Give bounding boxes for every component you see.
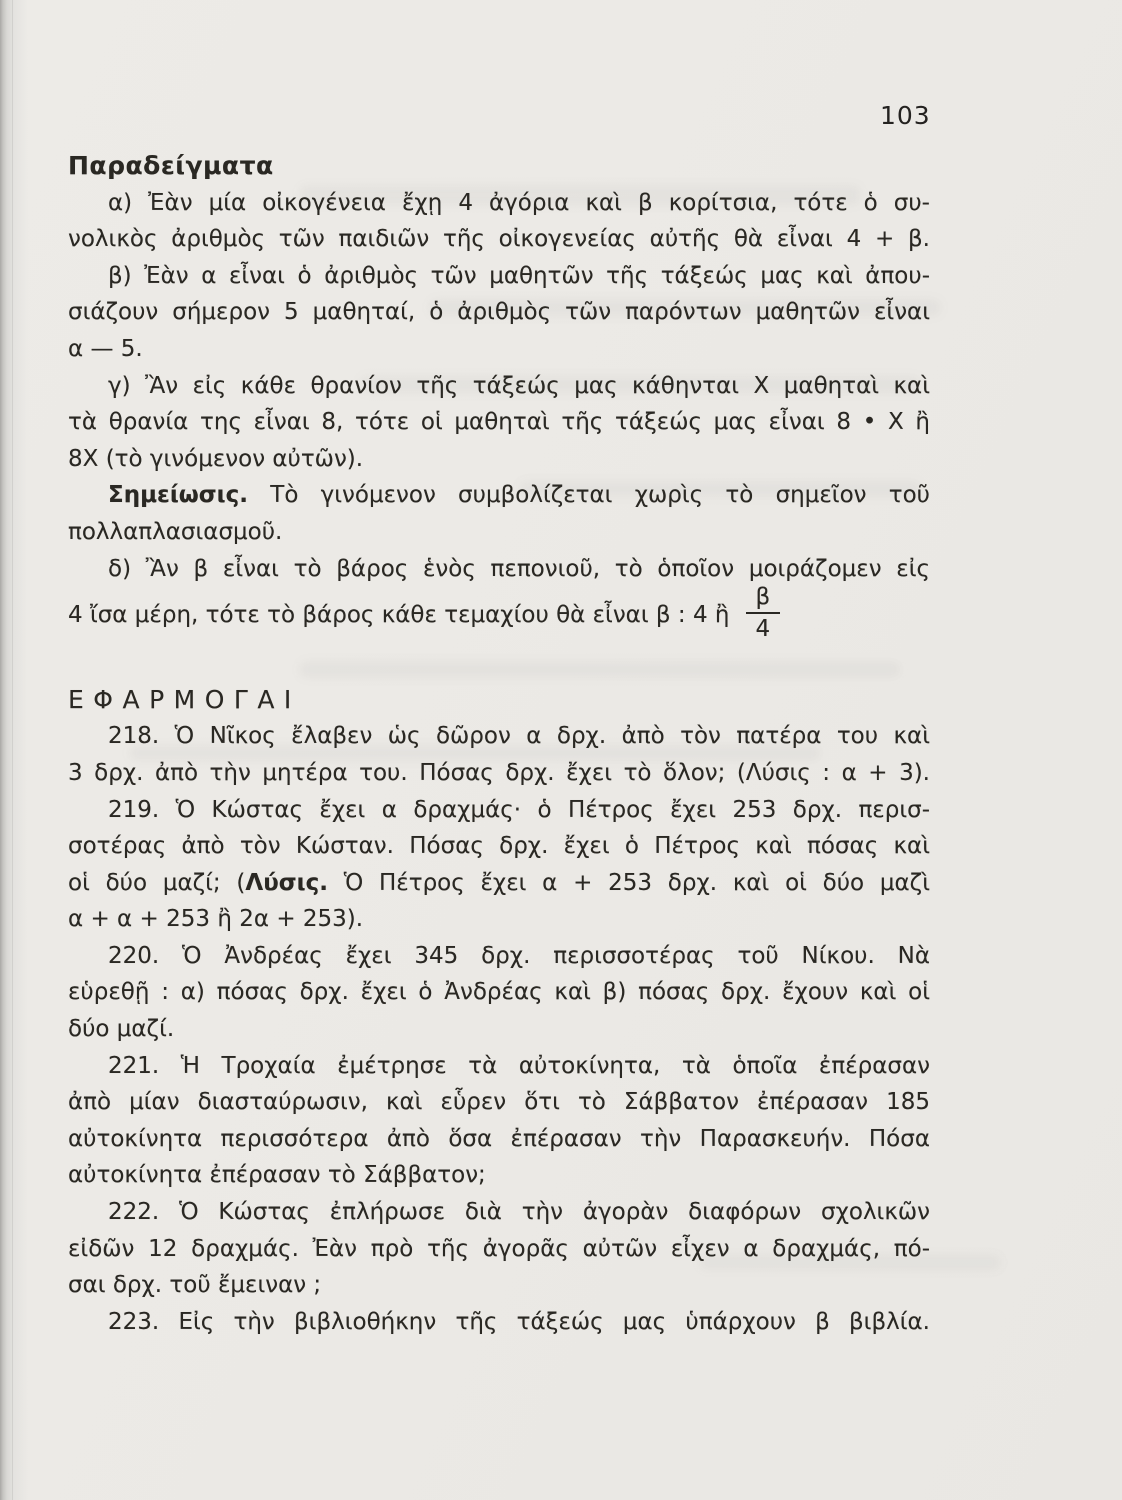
- text-line: [68, 477, 930, 514]
- note-text: Τὸ γινόμενον συμβολίζεται χωρὶς τὸ σημεῖον τοῦ: [248, 482, 930, 509]
- page-binding-line: [12, 0, 13, 1500]
- text-line: α) Ἐὰν μία οἰκογένεια ἔχῃ 4 ἀγόρια καὶ β κορίτσια, τότε ὁ συ-: [108, 189, 930, 216]
- note-paragraph: [68, 477, 930, 550]
- text-line: τὰ θρανία της εἶναι 8, τότε οἱ μαθηταὶ τῆς τάξεώς μας εἶναι 8 • Χ ἢ: [68, 409, 930, 436]
- fraction-numerator: β: [755, 584, 771, 611]
- text-line: 222. Ὁ Κώστας ἐπλήρωσε διὰ τὴν ἀγορὰν διαφόρων σχολικῶν: [108, 1199, 930, 1226]
- fraction-beta-over-4: [746, 584, 781, 642]
- note-label: Σημείωσις.: [108, 482, 249, 509]
- text-line: γ) Ἂν εἰς κάθε θρανίον τῆς τάξεώς μας κάθηνται Χ μαθηταὶ καὶ: [108, 372, 930, 399]
- problem-223: [68, 1304, 930, 1341]
- text-line: αὐτοκίνητα περισσότερα ἀπὸ ὅσα ἐπέρασαν τὴν Παρασκευήν. Πόσα: [68, 1125, 930, 1152]
- text-line: ἀπὸ μίαν διασταύρωσιν, καὶ εὗρεν ὅτι τὸ Σάββατον ἐπέρασαν 185: [68, 1089, 930, 1116]
- example-d: [68, 551, 930, 643]
- fraction-line-text: 4 ἴσα μέρη, τότε τὸ βάρος κάθε τεμαχίου θὰ εἶναι β : 4 ἢ: [68, 602, 730, 629]
- text-line: 219. Ὁ Κώστας ἔχει α δραχμάς· ὁ Πέτρος ἔχει 253 δρχ. περισ-: [108, 796, 930, 823]
- text-line: νολικὸς ἀριθμὸς τῶν παιδιῶν τῆς οἰκογενείας αὐτῆς θὰ εἶναι 4 + β.: [68, 226, 930, 253]
- page-content: [68, 0, 930, 1340]
- example-b: [68, 258, 930, 368]
- fraction-denominator: 4: [746, 612, 781, 642]
- text-line: εἰδῶν 12 δραχμάς. Ἐὰν πρὸ τῆς ἀγορᾶς αὐτῶν εἶχεν α δραχμάς, πό-: [68, 1235, 930, 1262]
- text-line: [68, 865, 930, 902]
- solution-label: Λύσις.: [245, 869, 328, 896]
- text-line: 3 δρχ. ἀπὸ τὴν μητέρα του. Πόσας δρχ. ἔχει τὸ ὅλον; (Λύσις : α + 3).: [68, 759, 930, 786]
- text-line: β) Ἐὰν α εἶναι ὁ ἀριθμὸς τῶν μαθητῶν τῆς τάξεώς μας καὶ ἀπου-: [108, 262, 930, 289]
- text-line: 8Χ (τὸ γινόμενον αὐτῶν).: [68, 445, 364, 472]
- text-line-with-fraction: [68, 584, 930, 643]
- problem-219: [68, 792, 930, 938]
- solution-text: Ὁ Πέτρος ἔχει α + 253 δρχ. καὶ οἱ δύο μαζὶ: [327, 869, 930, 896]
- page-number: 103: [880, 101, 931, 130]
- problem-220: [68, 938, 930, 1048]
- text-line: 218. Ὁ Νῖκος ἔλαβεν ὡς δῶρον α δρχ. ἀπὸ τὸν πατέρα του καὶ: [108, 723, 930, 750]
- text-line: 221. Ἡ Τροχαία ἐμέτρησε τὰ αὐτοκίνητα, τὰ ὁποῖα ἐπέρασαν: [108, 1052, 930, 1079]
- problem-218: [68, 718, 930, 791]
- applications-heading: ΕΦΑΡΜΟΓΑΙ: [68, 684, 301, 714]
- example-c: [68, 368, 930, 478]
- problem-221: [68, 1048, 930, 1194]
- text-line: δύο μαζί.: [68, 1016, 175, 1043]
- page-binding-edge: [0, 0, 28, 1500]
- text-line: αὐτοκίνητα ἐπέρασαν τὸ Σάββατον;: [68, 1162, 486, 1189]
- example-a: [68, 185, 930, 258]
- problem-222: [68, 1194, 930, 1304]
- solution-pre-text: οἱ δύο μαζί; (: [68, 869, 246, 896]
- text-line: α + α + 253 ἢ 2α + 253).: [68, 906, 364, 933]
- examples-heading: Παραδείγματα: [68, 151, 274, 180]
- text-line: δ) Ἂν β εἶναι τὸ βάρος ἑνὸς πεπονιοῦ, τὸ ὁποῖον μοιράζομεν εἰς: [108, 555, 930, 582]
- text-line: σαι δρχ. τοῦ ἔμειναν ;: [68, 1272, 322, 1299]
- text-line: 220. Ὁ Ἀνδρέας ἔχει 345 δρχ. περισσοτέρας τοῦ Νίκου. Νὰ: [108, 942, 930, 969]
- text-line: σοτέρας ἀπὸ τὸν Κώσταν. Πόσας δρχ. ἔχει ὁ Πέτρος καὶ πόσας καὶ: [68, 833, 930, 860]
- text-line: πολλαπλασιασμοῦ.: [68, 518, 283, 545]
- text-line: 223. Εἰς τὴν βιβλιοθήκην τῆς τάξεώς μας ὑπάρχουν β βιβλία.: [108, 1308, 930, 1335]
- text-line: σιάζουν σήμερον 5 μαθηταί, ὁ ἀριθμὸς τῶν παρόντων μαθητῶν εἶναι: [68, 299, 930, 326]
- text-line: εὑρεθῇ : α) πόσας δρχ. ἔχει ὁ Ἀνδρέας καὶ β) πόσας δρχ. ἔχουν καὶ οἱ: [68, 979, 930, 1006]
- text-line: α — 5.: [68, 335, 143, 362]
